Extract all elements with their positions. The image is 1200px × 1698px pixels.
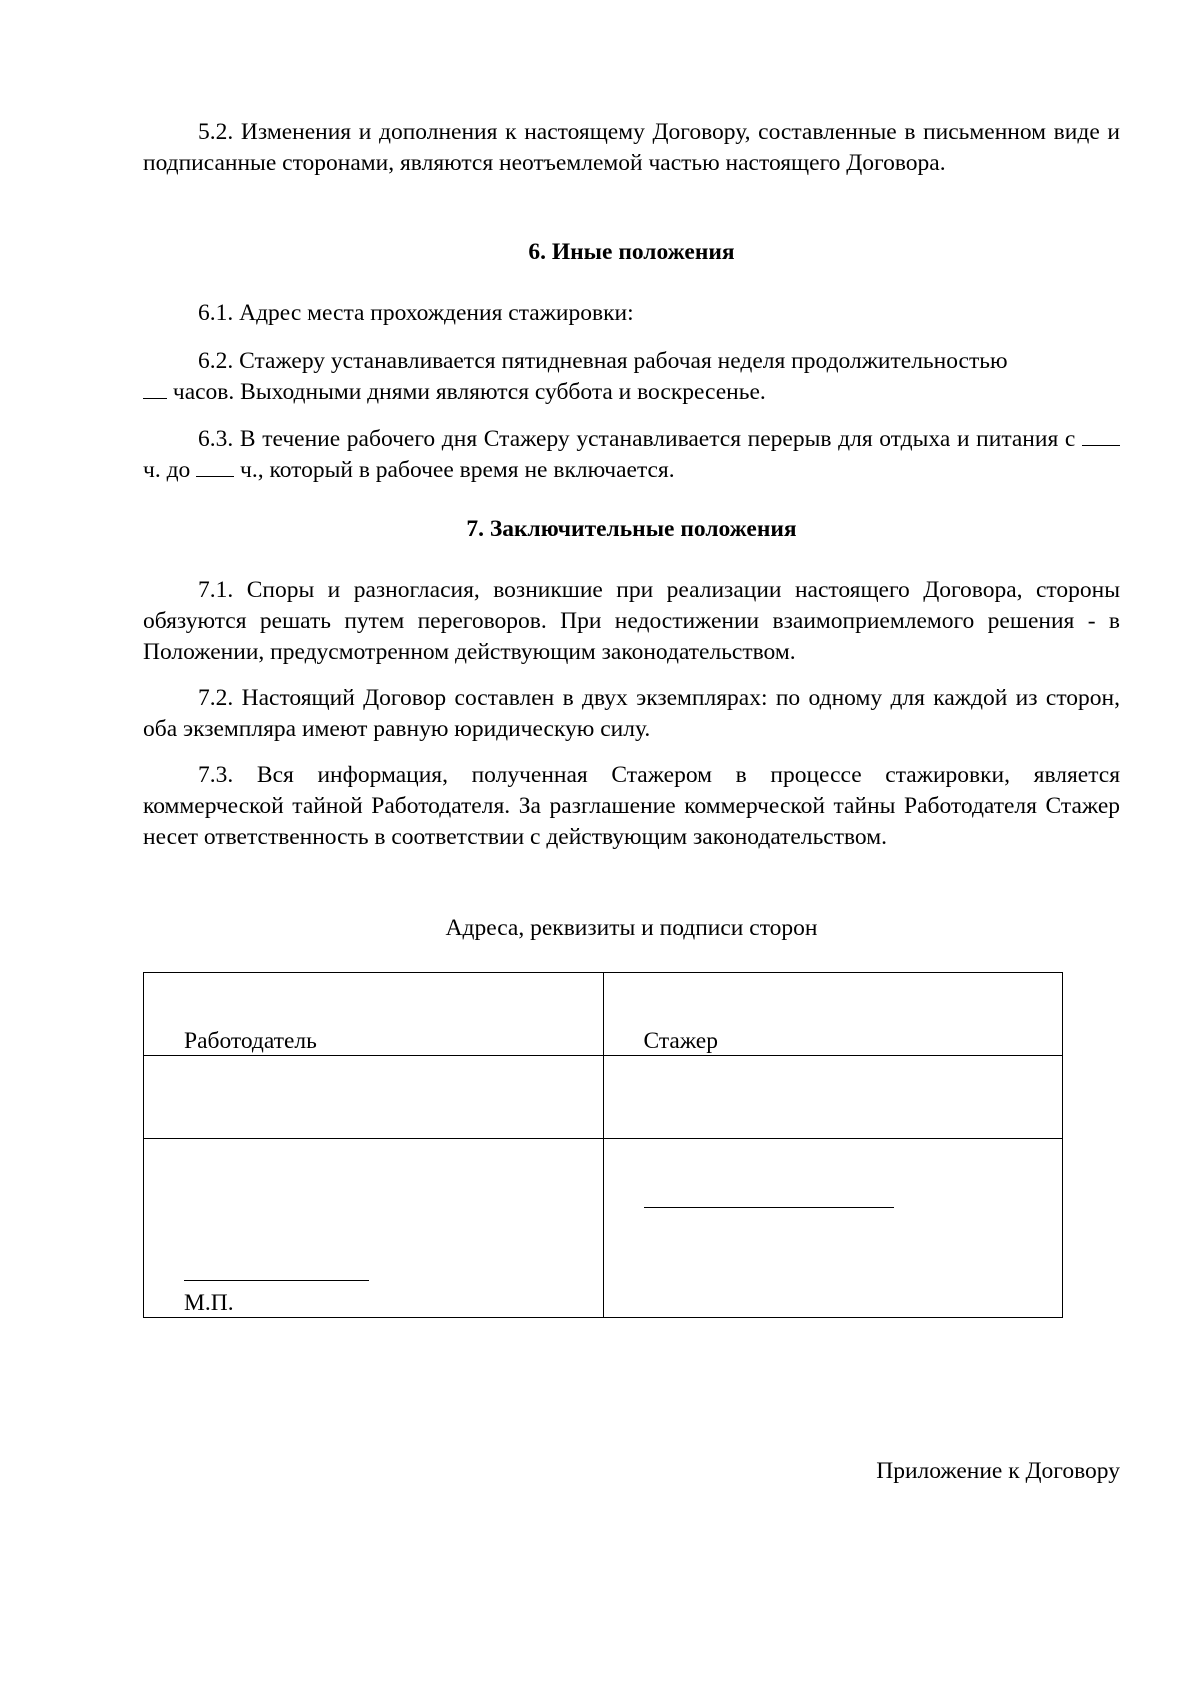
- employer-signature-cell: [144, 1139, 604, 1318]
- section-6-heading: 6. Иные положения: [528, 239, 735, 265]
- appendix-label: Приложение к Договору: [876, 1458, 1120, 1484]
- intern-details-cell: [603, 1056, 1063, 1139]
- employer-signature-line: [184, 1280, 369, 1281]
- section-7-heading: 7. Заключительные положения: [466, 516, 797, 542]
- break-end-blank: [196, 476, 234, 477]
- stamp-label: М.П.: [184, 1290, 234, 1316]
- hours-blank: [143, 398, 167, 399]
- signatures-title: Адреса, реквизиты и подписи сторон: [445, 915, 818, 941]
- clause-6-3: [143, 424, 1120, 486]
- signatures-table: [143, 972, 1063, 1318]
- employer-label: Работодатель: [144, 973, 604, 1056]
- intern-label: Стажер: [603, 973, 1063, 1056]
- clause-7-3: 7.3. Вся информация, полученная Стажером в процессе стажировки, является коммерческой тайной Работодателя. За разглашение коммерческой тайны Работодателя Стажер несет ответственность в соответствии с действующим законодательством.: [143, 762, 1120, 850]
- break-start-blank: [1082, 445, 1120, 446]
- clause-6-2-text-b: часов. Выходными днями являются суббота и воскресенье.: [167, 379, 766, 405]
- clause-6-3-text-b: ч. до: [143, 457, 197, 483]
- clause-6-2-text-a: 6.2. Стажеру устанавливается пятидневная рабочая неделя продолжительностью: [198, 348, 1008, 374]
- clause-6-3-text-a: 6.3. В течение рабочего дня Стажеру устанавливается перерыв для отдыха и питания с: [198, 426, 1082, 452]
- clause-5-2: 5.2. Изменения и дополнения к настоящему Договору, составленные в письменном виде и подписанные сторонами, являются неотъемлемой частью настоящего Договора.: [143, 119, 1120, 176]
- intern-signature-cell: [603, 1139, 1063, 1318]
- employer-details-cell: [144, 1056, 604, 1139]
- clause-6-2: [143, 346, 1120, 408]
- clause-6-1: 6.1. Адрес места прохождения стажировки:: [198, 300, 634, 326]
- clause-7-1: 7.1. Споры и разногласия, возникшие при реализации настоящего Договора, стороны обязуются решать путем переговоров. При недостижении взаимоприемлемого решения - в Положении, предусмотренном действующим законодательством.: [143, 577, 1120, 665]
- intern-signature-line: [644, 1207, 894, 1208]
- clause-6-3-text-c: ч., который в рабочее время не включается.: [234, 457, 675, 483]
- clause-7-2: 7.2. Настоящий Договор составлен в двух экземплярах: по одному для каждой из сторон, оба экземпляра имеют равную юридическую силу.: [143, 685, 1120, 742]
